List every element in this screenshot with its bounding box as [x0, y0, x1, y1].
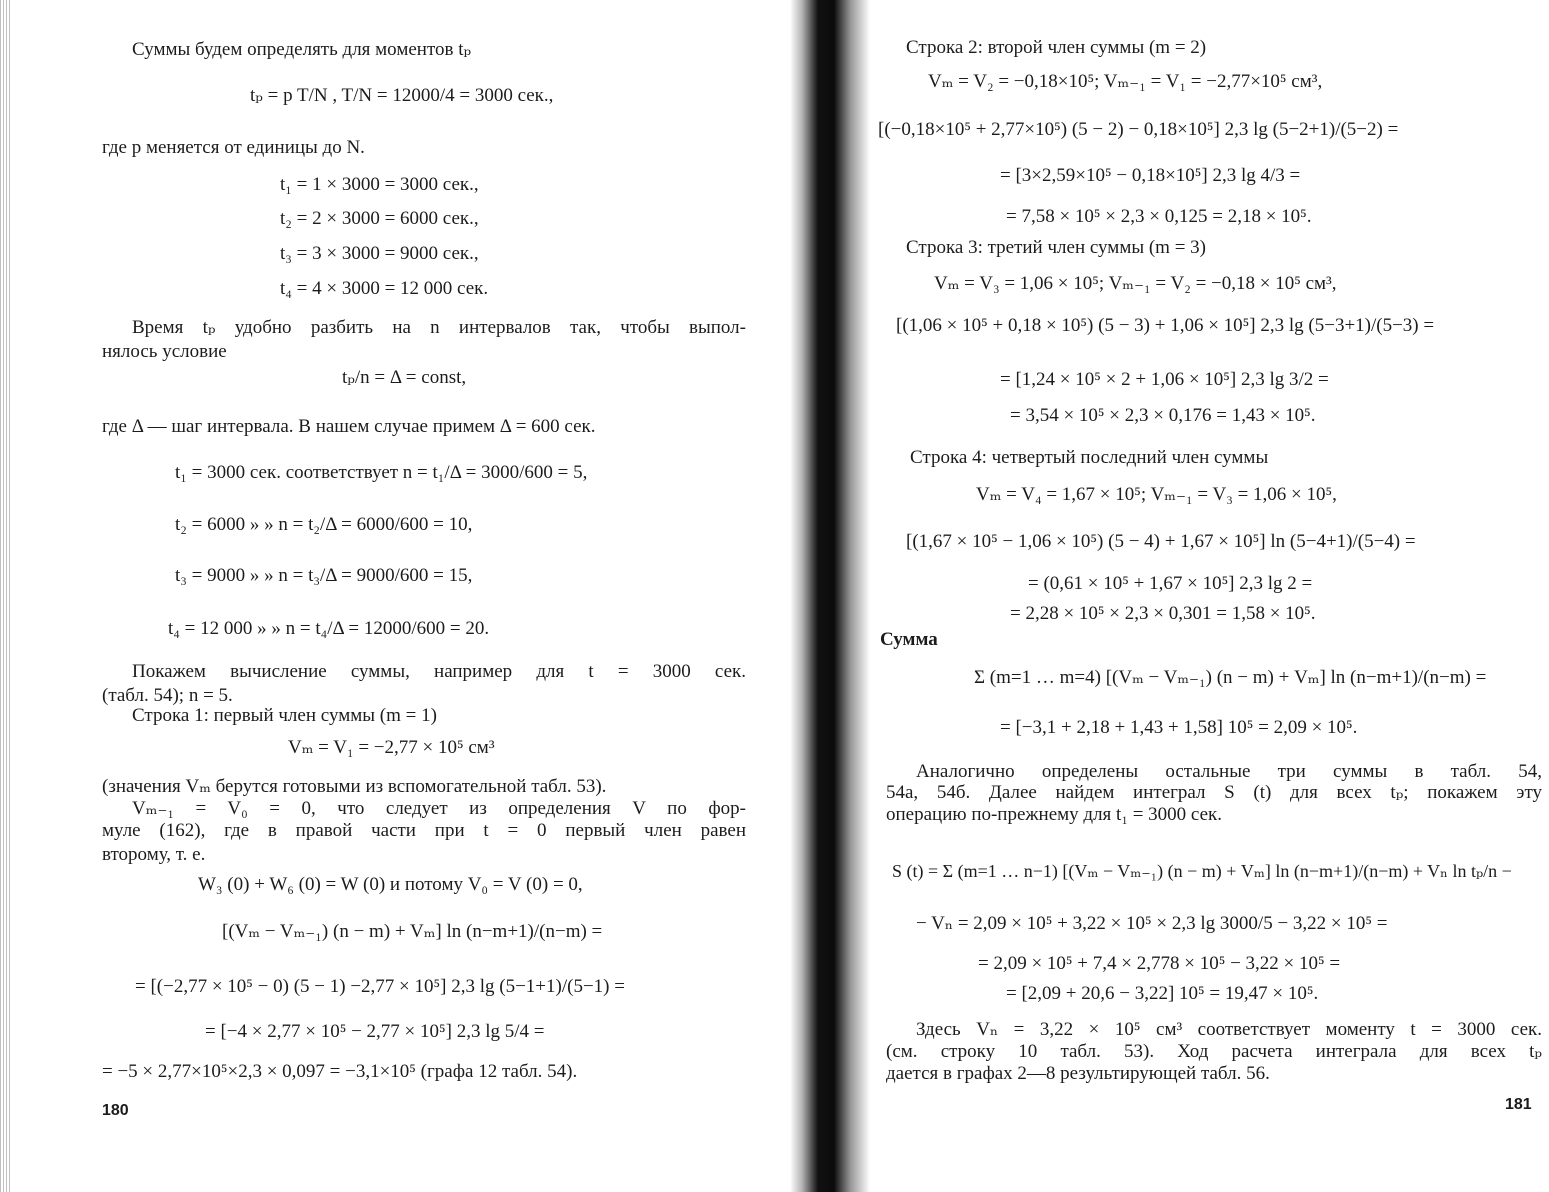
formula-line: = 2,09 × 10⁵ + 7,4 × 2,778 × 10⁵ − 3,22 × 10⁵ = [978, 953, 1341, 974]
text-line: Строка 1: первый член суммы (m = 1) [132, 705, 437, 726]
text-line: где p меняется от единицы до N. [102, 137, 365, 158]
formula-line: [(1,06 × 10⁵ + 0,18 × 10⁵) (5 − 3) + 1,06 × 10⁵] 2,3 lg (5−3+1)/(5−3) = [896, 315, 1435, 336]
formula-line: = 2,28 × 10⁵ × 2,3 × 0,301 = 1,58 × 10⁵. [1010, 603, 1316, 624]
formula-line: = [−4 × 2,77 × 10⁵ − 2,77 × 10⁵] 2,3 lg 5/4 = [205, 1021, 545, 1042]
text-line: где Δ — шаг интервала. В нашем случае примем Δ = 600 сек. [102, 416, 596, 437]
formula-line: = [(−2,77 × 10⁵ − 0) (5 − 1) −2,77 × 10⁵] 2,3 lg (5−1+1)/(5−1) = [135, 976, 625, 997]
formula-line: S (t) = Σ (m=1 … n−1) [(Vₘ − Vₘ₋₁) (n − m) + Vₘ] ln (n−m+1)/(n−m) + Vₙ ln tₚ/n − [892, 861, 1512, 881]
text-line: 54а, 54б. Далее найдем интеграл S (t) для всех tₚ; покажем эту [886, 783, 1542, 803]
formula-line: − Vₙ = 2,09 × 10⁵ + 3,22 × 10⁵ × 2,3 lg 3000/5 − 3,22 × 10⁵ = [916, 913, 1388, 934]
page-number: 180 [102, 1102, 129, 1119]
text-line: Аналогично определены остальные три суммы в табл. 54, [916, 762, 1542, 782]
formula-line: [(−0,18×10⁵ + 2,77×10⁵) (5 − 2) − 0,18×10⁵] 2,3 lg (5−2+1)/(5−2) = [878, 119, 1399, 140]
formula-line: t₁ = 1 × 3000 = 3000 сек., [280, 174, 479, 195]
text-line: Строка 3: третий член суммы (m = 3) [906, 237, 1207, 258]
text-line: нялось условие [102, 341, 227, 362]
text-line: Время tₚ удобно разбить на n интервалов так, чтобы выпол- [132, 318, 746, 338]
formula-line: t₂ = 6000 » » n = t₂/Δ = 6000/600 = 10, [175, 514, 473, 535]
text-line: Строка 2: второй член суммы (m = 2) [906, 37, 1207, 58]
page-number: 181 [1505, 1096, 1532, 1113]
formula-line: t₄ = 4 × 3000 = 12 000 сек. [280, 278, 489, 299]
text-line: Сумма [880, 629, 938, 650]
text-line: Здесь Vₙ = 3,22 × 10⁵ см³ соответствует моменту t = 3000 сек. [916, 1020, 1542, 1040]
formula-line: tₚ = p T/N , T/N = 12000/4 = 3000 сек., [250, 85, 554, 106]
formula-line: Σ (m=1 … m=4) [(Vₘ − Vₘ₋₁) (n − m) + Vₘ] ln (n−m+1)/(n−m) = [974, 667, 1487, 688]
formula-line: Vₘ = V₂ = −0,18×10⁵; Vₘ₋₁ = V₁ = −2,77×10⁵ см³, [928, 71, 1323, 92]
formula-line: t₃ = 9000 » » n = t₃/Δ = 9000/600 = 15, [175, 565, 473, 586]
formula-line: = [−3,1 + 2,18 + 1,43 + 1,58] 10⁵ = 2,09 × 10⁵. [1000, 717, 1358, 738]
text-line: Суммы будем определять для моментов tₚ [132, 39, 472, 60]
text-line: (см. строку 10 табл. 53). Ход расчета интеграла для всех tₚ [886, 1042, 1542, 1062]
text-line: муле (162), где в правой части при t = 0 первый член равен [102, 821, 746, 841]
formula-line: = −5 × 2,77×10⁵×2,3 × 0,097 = −3,1×10⁵ (графа 12 табл. 54). [102, 1061, 578, 1082]
formula-line: tₚ/n = Δ = const, [342, 367, 467, 388]
formula-line: = [3×2,59×10⁵ − 0,18×10⁵] 2,3 lg 4/3 = [1000, 165, 1301, 186]
formula-line: t₁ = 3000 сек. соответствует n = t₁/Δ = 3000/600 = 5, [175, 462, 588, 483]
text-line: Строка 4: четвертый последний член суммы [910, 447, 1269, 468]
formula-line: [(1,67 × 10⁵ − 1,06 × 10⁵) (5 − 4) + 1,67 × 10⁵] ln (5−4+1)/(5−4) = [906, 531, 1416, 552]
text-line: Покажем вычисление суммы, например для t = 3000 сек. [132, 662, 746, 682]
formula-line: Vₘ = V₃ = 1,06 × 10⁵; Vₘ₋₁ = V₂ = −0,18 × 10⁵ см³, [934, 273, 1337, 294]
formula-line: t₄ = 12 000 » » n = t₄/Δ = 12000/600 = 20. [168, 618, 490, 639]
formula-line: Vₘ = V₄ = 1,67 × 10⁵; Vₘ₋₁ = V₃ = 1,06 × 10⁵, [976, 484, 1337, 505]
formula-line: = [2,09 + 20,6 − 3,22] 10⁵ = 19,47 × 10⁵. [1006, 983, 1319, 1004]
formula-line: = [1,24 × 10⁵ × 2 + 1,06 × 10⁵] 2,3 lg 3/2 = [1000, 369, 1329, 390]
formula-line: = 3,54 × 10⁵ × 2,3 × 0,176 = 1,43 × 10⁵. [1010, 405, 1316, 426]
formula-line: W₃ (0) + W₆ (0) = W (0) и потому V₀ = V (0) = 0, [198, 874, 583, 895]
formula-line: = (0,61 × 10⁵ + 1,67 × 10⁵] 2,3 lg 2 = [1028, 573, 1313, 594]
formula-line: Vₘ = V₁ = −2,77 × 10⁵ см³ [288, 737, 495, 758]
text-line: Vₘ₋₁ = V₀ = 0, что следует из определения V по фор- [132, 799, 746, 819]
text-line: второму, т. е. [102, 844, 206, 865]
text-line: (значения Vₘ берутся готовыми из вспомогательной табл. 53). [102, 776, 607, 797]
formula-line: = 7,58 × 10⁵ × 2,3 × 0,125 = 2,18 × 10⁵. [1006, 206, 1312, 227]
formula-line: [(Vₘ − Vₘ₋₁) (n − m) + Vₘ] ln (n−m+1)/(n−m) = [222, 921, 603, 942]
text-line: (табл. 54); n = 5. [102, 685, 233, 706]
formula-line: t₂ = 2 × 3000 = 6000 сек., [280, 208, 479, 229]
text-line: операцию по-прежнему для t₁ = 3000 сек. [886, 804, 1222, 825]
right-page [858, 0, 1549, 1192]
formula-line: t₃ = 3 × 3000 = 9000 сек., [280, 243, 479, 264]
text-line: дается в графах 2—8 результирующей табл. 56. [886, 1063, 1270, 1084]
